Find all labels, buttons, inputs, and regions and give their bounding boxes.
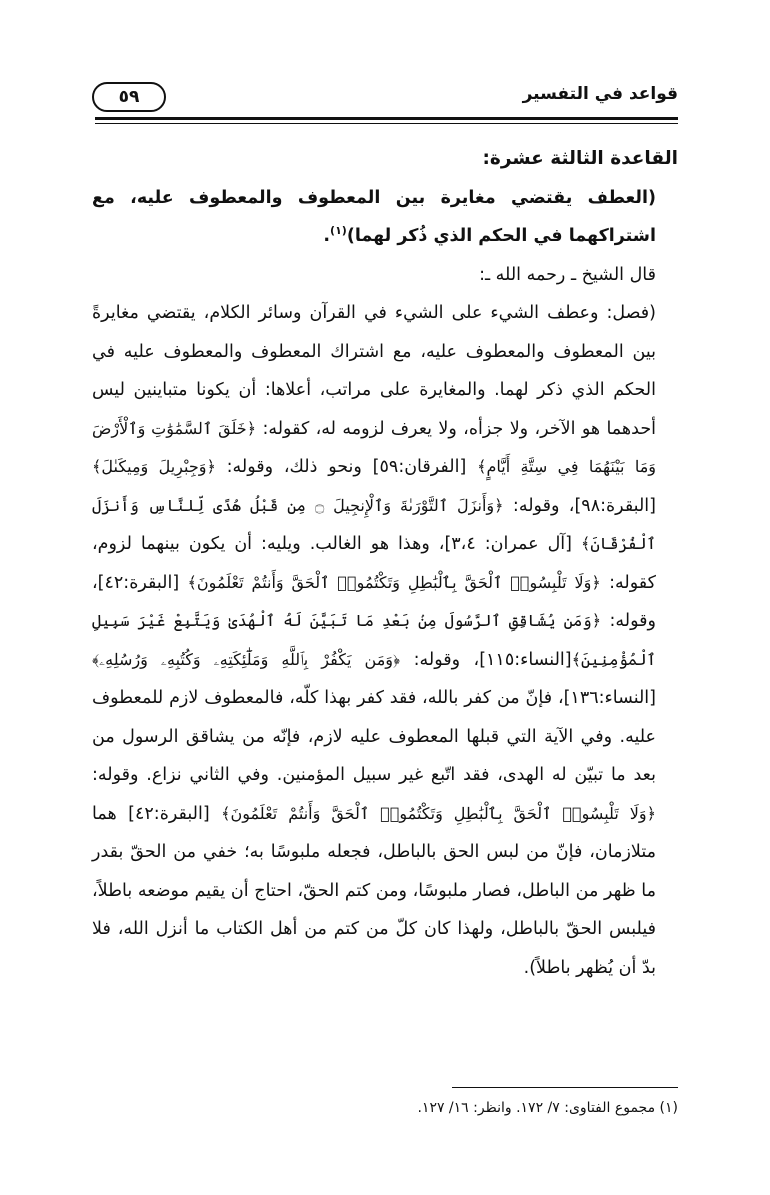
rule-statement-end: . bbox=[323, 226, 331, 246]
sheikh-intro: قال الشيخ ـ رحمه الله ـ: bbox=[479, 264, 656, 285]
footnote: (١) مجموع الفتاوى: ٧/ ١٧٢. وانظر: ١٦/ ١٢٧. bbox=[417, 1100, 678, 1116]
quran-verse: ﴿وَأَنزَلَ ٱلتَّوْرَىٰةَ وَٱلْإِنجِيلَ ۝ مِن قَبْلُ هُدًى لِّلنَّاسِ وَأَنزَلَ ٱلْفُرْقَانَ﴾ bbox=[92, 495, 656, 553]
footnote-separator bbox=[452, 1087, 678, 1088]
header-rule-thick bbox=[95, 117, 678, 120]
quran-verse: ﴿وَلَا تَلْبِسُوا۟ ٱلْحَقَّ بِٱلْبَٰطِلِ وَتَكْتُمُوا۟ ٱلْحَقَّ وَأَنتُمْ تَعْلَمُونَ﴾ bbox=[187, 572, 601, 592]
text-segment: [البقرة:٤٢]، وقوله: bbox=[92, 572, 657, 631]
text-segment: (فصل: وعطف الشيء على الشيء في القرآن وسائر الكلام، يقتضي مغايرةً بين المعطوف والمعطوف عليه، مع اشتراك المعطوف والمعطوف عليه في الحكم الذي ذكر لهما. والمغايرة على مراتب، أعلاها: أن يكونا متباينين ليس أحدهما هو الآخر، ولا جزأه، ولا يعرف لزومه له، كقوله: bbox=[92, 303, 656, 439]
running-header-title: قواعد في التفسير bbox=[522, 84, 678, 104]
text-segment: [الفرقان:٥٩] ونحو ذلك، وقوله: bbox=[215, 457, 478, 477]
quran-verse: ﴿وَلَا تَلْبِسُوا۟ ٱلْحَقَّ بِٱلْبَٰطِلِ وَتَكْتُمُوا۟ ٱلْحَقَّ وَأَنتُمْ تَعْلَمُونَ﴾ bbox=[221, 803, 656, 823]
text-segment: [النساء:١١٥]، وقوله: bbox=[400, 649, 572, 670]
text-segment: [آل عمران: ٣،٤]، وهذا هو الغالب. ويليه: أن يكون بينهما لزوم، كقوله: bbox=[92, 534, 656, 593]
quran-verse: ﴿وَمَن يَكْفُرْ بِٱللَّهِ وَمَلَٰٓئِكَتِهِۦ وَكُتُبِهِۦ وَرُسُلِهِۦ﴾ bbox=[92, 649, 401, 669]
text-segment: [النساء:١٣٦]، فإنّ من كفر بالله، فقد كفر بهذا كلّه، فالمعطوف لازم للمعطوف عليه. وفي الآية التي قبلها المعطوف عليه لازم، فإنّه من يشاقق الرسول من بعد ما تبيّن له الهدى، فقد اتّبع غير سبيل المؤمنين. وفي الثاني نزاع. وقوله: bbox=[92, 688, 656, 785]
header-rule-thin bbox=[95, 123, 678, 124]
text-segment: [البقرة:٩٨]، وقوله: bbox=[503, 495, 656, 516]
text-segment: [البقرة:٤٢] هما متلازمان، فإنّ من لبس الحق بالباطل، فجعله ملبوسًا به؛ خفي من الحقّ بقدر ما ظهر من الباطل، فصار ملبوسًا، ومن كتم الحقّ، احتاج أن يقيم موضعه باطلاً، فيلبس الحقّ بالباطل، ولهذا كان كلّ من كتم من أهل الكتاب ما أنزل الله، فلا بدّ أن يُظهر باطلاً). bbox=[92, 803, 656, 978]
page-number-badge: ٥٩ bbox=[92, 82, 166, 112]
rule-statement-paragraph bbox=[92, 179, 678, 256]
quran-verse: ﴿خَلَقَ ٱلسَّمَٰوَٰتِ وَٱلْأَرْضَ وَمَا بَيْنَهُمَا فِي سِتَّةِ أَيَّامٍ﴾ bbox=[92, 418, 657, 476]
rule-statement: (العطف يقتضي مغايرة بين المعطوف والمعطوف عليه، مع اشتراكهما في الحكم الذي ذُكر لهما) bbox=[92, 187, 656, 246]
main-paragraph bbox=[92, 294, 678, 987]
rule-heading: القاعدة الثالثة عشرة: bbox=[482, 148, 678, 169]
quran-verse: ﴿وَمَن يُشَاقِقِ ٱلرَّسُولَ مِنۢ بَعْدِ مَا تَبَيَّنَ لَهُ ٱلْهُدَىٰ وَيَتَّبِعْ غَيْرَ سَبِيلِ ٱلْمُؤْمِنِينَ﴾ bbox=[92, 611, 656, 669]
footnote-ref[interactable]: (١) bbox=[330, 224, 347, 238]
quran-verse: ﴿وَجِبْرِيلَ وَمِيكَىٰلَ﴾ bbox=[92, 457, 216, 476]
body-text bbox=[92, 140, 678, 987]
